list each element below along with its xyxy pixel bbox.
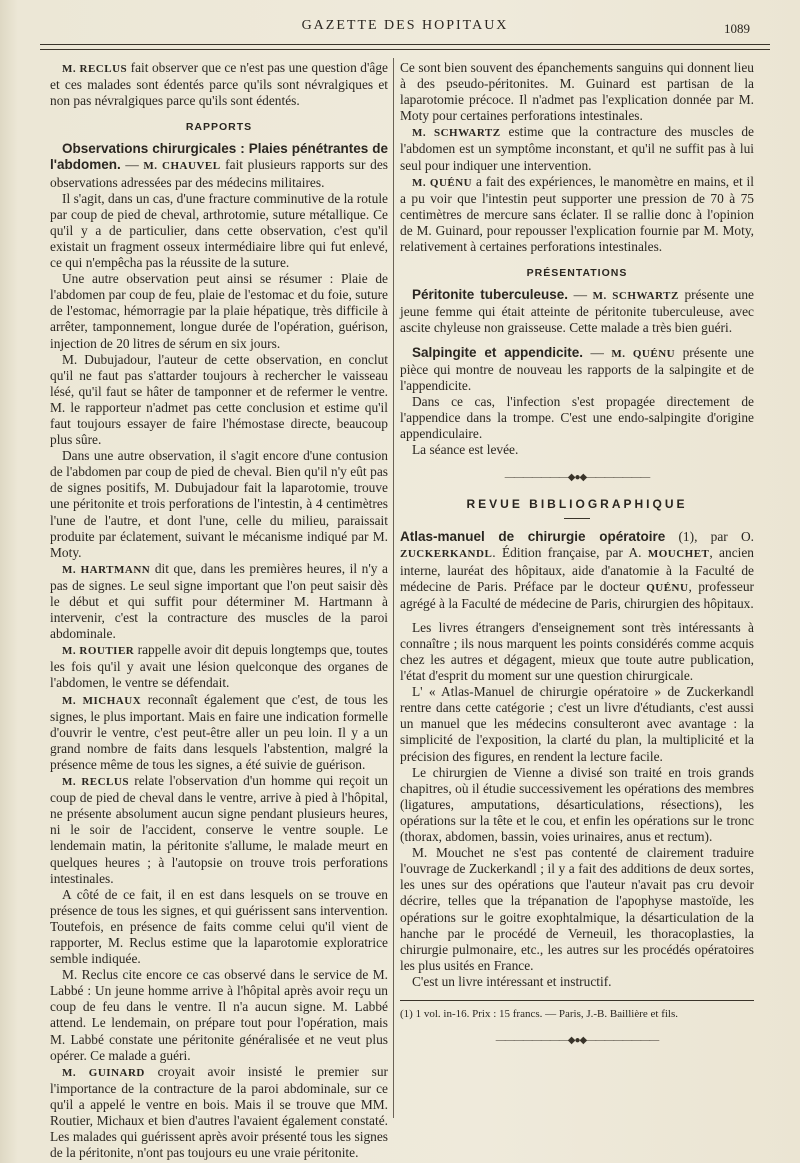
paragraph-text: reconnaît également que c'est, de tous les signes, le plus important. Mais en faire une indication formelle d'ouvrir le ventre, c'est peut-être aller un peu loin. Il y a un grand nombre de faits dans lesquels l'abstention, malgré la présence même de tous les signes, a été suivie de guérison. [50, 691, 388, 772]
article-title: Péritonite tuberculeuse. [412, 287, 569, 303]
journal-title: GAZETTE DES HOPITAUX [301, 18, 509, 33]
page-header [40, 14, 770, 36]
speaker-name: M. RECLUS [62, 776, 129, 789]
paragraph-text: rappelle avoir dit depuis longtemps que, toutes les fois qu'il y avait une lésion quelconque des organes de l'abdomen, le ventre se défendait. [50, 642, 388, 691]
paragraph: Le chirurgien de Vienne a divisé son traité en trois grands chapitres, où il étudie successivement les opérations des membres (ligatures, amputations, désarticulations, résections), les opérations sur la tête et le cou, et enfin les opérations sur le tronc (thorax, abdomen, bassin, voies urinaires, anus et rectum). [400, 764, 754, 845]
spacer [400, 337, 754, 345]
paragraph-text: , ancien interne, lauréat des hôpitaux, aide d'anatomie à la Faculté de médecine de Paris. Préface par le docteur [400, 545, 755, 594]
book-entry [400, 529, 754, 611]
ornament-divider: ———————◆●◆——————— [504, 472, 650, 484]
speaker-name: M. SCHWARTZ [592, 290, 679, 303]
footnote: (1) 1 vol. in-16. Prix : 15 francs. — Paris, J.-B. Baillière et fils. [400, 1007, 679, 1020]
paragraph: Ce sont bien souvent des épanchements sanguins qui donnent lieu à des pseudo-péritonites. M. Guinard est partisan de la laparotomie précoce. Il n'admet pas l'explication donnée par M. Moty pour certaines perforations intestinales. [400, 60, 754, 124]
paragraph-text: fait plusieurs rapports sur des observations adressées par des médecins militaires. [50, 157, 388, 190]
paragraph-text: présente une pièce qui montre de nouveau les rapports de la salpingite et de l'appendicite. [400, 344, 754, 393]
paragraph: Les livres étrangers d'enseignement sont très intéressants à connaître ; ils nous marquent les points considérés comme acquis chez les autres et dégagent, mieux que toute autre publication, l'état d'esprit du moment sur une question chirurgicale. [400, 619, 754, 684]
paragraph-text: relate l'observation d'un homme qui reçoit un coup de pied de cheval dans le ventre, arrive à pied à l'hôpital, ne présente absolument aucun signe pendant plusieurs heures, ni le soir de l'accident, conserve le ventre souple. Le lendemain matin, la péritonite s'allume, le malade meurt en quelques heures ; à l'autopsie on trouve trois perforations intestinales. [50, 773, 388, 886]
preface-author: QUÉNU [646, 581, 689, 594]
paragraph-text: . Édition française, par A. [492, 545, 648, 561]
paragraph: M. Dubujadour, l'auteur de cette observation, en conclut qu'il ne faut pas s'attarder toujours à rechercher le vaisseau lésé, qu'il faut se hâter de tamponner et de refermer le ventre. M. le rapporteur n'admet pas cette conclusion et estime qu'il faut toujours essayer de faire l'hémostase directe, beaucoup plus sûre. [50, 351, 388, 448]
paragraph [400, 124, 754, 173]
paragraph: Une autre observation peut ainsi se résumer : Plaie de l'abdomen par coup de feu, plaie de l'estomac et du foie, suture de l'estomac, hémorragie par la plaie hépatique, très difficile à arrêter, tamponnement, longue durée de l'opération, guérison, injection de 20 litres de sérum en six jours. [50, 271, 388, 351]
right-column [400, 60, 754, 1053]
speaker-name: M. SCHWARTZ [412, 127, 501, 140]
left-column [50, 60, 388, 1161]
section-heading-rapports: RAPPORTS [185, 121, 253, 134]
paragraph: L' « Atlas-Manuel de chirurgie opératoire » de Zuckerkandl rentre dans cette catégorie ; c'est un livre d'étudiants, c'est aussi un manuel que les médecins consulteront avec avantage : la simplicité de l'exposition, la clarté du plan, la multiplicité et la précision des figures, en rendent la lecture facile. [400, 684, 754, 764]
paragraph: La séance est levée. [412, 442, 519, 458]
dash: — [120, 157, 144, 173]
speaker-name: M. QUÉNU [611, 347, 676, 360]
paragraph [50, 692, 388, 773]
book-title: Atlas-manuel de chirurgie opératoire [400, 529, 666, 545]
spacer [400, 612, 754, 620]
paragraph: A côté de ce fait, il en est dans lesquels on se trouve en présence de tous les signes, et qui guérissent sans intervention. Toutefois, en présence de faits comme celui qu'il vient de rapporter, M. Reclus estime que la laparotomie exploratrice semble indiquée. [50, 886, 388, 967]
paragraph [50, 60, 388, 109]
footnote-rule [400, 1000, 754, 1001]
paragraph-text: , professeur agrégé à la Faculté de médecine de Paris, chirurgien des hôpitaux. [400, 578, 754, 611]
paragraph: Il s'agit, dans un cas, d'une fracture comminutive de la rotule par coup de pied de cheval, arthrotomie, suture métallique. Ce qu'il y a de particulier, dans cette observation, c'est qu'il existait un fragment osseux intermédiaire libre qui fut enlevé, ce qui n'empêcha pas la réussite de la suture. [50, 190, 388, 271]
paragraph-text: a fait des expériences, le manomètre en mains, et il a pu voir que l'intestin peut supporter une pression de 70 à 75 centimètres de mercure sans éclater. Il se rallie donc à l'opinion de M. Guinard, pour repousser l'explication fournie par M. Moty, relativement à certaines perforations intestinales. [400, 173, 754, 255]
column-divider [393, 58, 394, 1118]
paragraph: C'est un livre intéressant et instructif. [412, 973, 612, 989]
paragraph-text: estime que la contracture des muscles de l'abdomen est un symptôme inconstant, et qu'il ne suffit pas à lui seul pour indiquer une intervention. [400, 124, 754, 173]
author-name: ZUCKERKANDL [400, 548, 493, 561]
section-heading-revue: REVUE BIBLIOGRAPHIQUE [466, 497, 688, 512]
speaker-name: M. HARTMANN [62, 563, 151, 576]
paragraph-text: croyait avoir insisté le premier sur l'importance de la contracture de la paroi abdominale, sur ce qu'il a appelé le ventre en bois. Mais il se trouve que MM. Routier, Michaux et bien d'autres l'avaient également constaté. Les malades qui guérissent après avoir présenté tous les signes de la péritonite, n'ont pas toujours eu une vraie péritonite. [50, 1063, 388, 1161]
short-rule [564, 518, 590, 519]
paragraph: M. Reclus cite encore ce cas observé dans le service de M. Labbé : Un jeune homme arrive à l'hôpital après avoir reçu un coup de feu dans le ventre. Il n'a aucun signe. M. Labbé attend. Le lendemain, on prépare tout pour l'opération, mais M. Labbé constate une péritonite généralisée et ne veut plus opérer. Ce malade a guéri. [50, 967, 388, 1063]
speaker-name: M. ROUTIER [62, 645, 135, 658]
paragraph [400, 287, 754, 336]
paragraph: M. Mouchet ne s'est pas contenté de clairement traduire l'ouvrage de Zuckerkandl ; il y a fait des additions de deux sortes, les unes sur des opérations que l'auteur n'avait pas cru devoir décrire, telles que la trépanation de l'apophyse mastoïde, les opérations sur le goitre exophtalmique, la désarticulation de la hanche par le procédé de Verneuil, les thoracoplasties, la chirurgie pulmonaire, etc., les autres sur les procédés opératoires les plus usités en France. [400, 845, 754, 973]
page-number: 1089 [724, 21, 750, 36]
dash: — [583, 344, 612, 360]
paragraph [400, 174, 754, 255]
ornament-divider-end: ————————◆●◆———————— [495, 1034, 659, 1046]
paragraph-text: dit que, dans les premières heures, il n'y a pas de signes. Le seul signe important que l'on peut saisir dès le début et qui suffit pour déterminer M. Hartmann à intervenir, c'est la contracture des muscles de la paroi abdominale. [50, 560, 388, 642]
speaker-name: M. CHAUVEL [143, 160, 221, 173]
paragraph: Dans ce cas, l'infection s'est propagée directement de l'appendice dans la trompe. C'est une endo-salpingite d'origine appendiculaire. [400, 393, 754, 441]
paragraph-text: (1), par O. [665, 529, 754, 545]
paragraph [400, 345, 754, 394]
speaker-name: M. RECLUS [62, 63, 128, 75]
article-title: Salpingite et appendicite. [412, 344, 584, 360]
paragraph-text: présente une jeune femme qui était atteinte de péritonite tuberculeuse, avec ascite chyleuse non graisseuse. Cette malade a très bien guéri. [400, 287, 754, 336]
speaker-name: M. MICHAUX [62, 694, 142, 707]
paragraph [50, 642, 388, 691]
dash: — [568, 287, 593, 303]
article-title: Observations chirurgicales : Plaies pénétrantes de l'abdomen. [50, 141, 388, 173]
paragraph [50, 561, 388, 642]
speaker-name: M. GUINARD [62, 1066, 145, 1079]
paragraph-text: fait observer que ce n'est pas une question d'âge et ces malades sont édentés parce qu'ils sont névralgiques et non pas névralgiques parce qu'ils sont édentés. [50, 60, 388, 109]
paragraph: Dans une autre observation, il s'agit encore d'une contusion de l'abdomen par coup de pied de cheval. Bien qu'il n'y eût pas de signes positifs, M. Dubujadour fait la laparotomie, trouve une péritonite et trois perforations de l'intestin, à 4 centimètres l'une de l'autre, et dont l'une, celle du milieu, paraissait produite par éclatement, suivant le mécanisme indiqué par M. Moty. [50, 448, 388, 560]
header-rule [40, 44, 770, 50]
translator-name: MOUCHET [647, 548, 710, 561]
paragraph [50, 141, 388, 190]
speaker-name: M. QUÉNU [412, 176, 473, 189]
section-heading-presentations: PRÉSENTATIONS [526, 267, 628, 280]
paragraph [50, 773, 388, 887]
paragraph [50, 1064, 388, 1162]
